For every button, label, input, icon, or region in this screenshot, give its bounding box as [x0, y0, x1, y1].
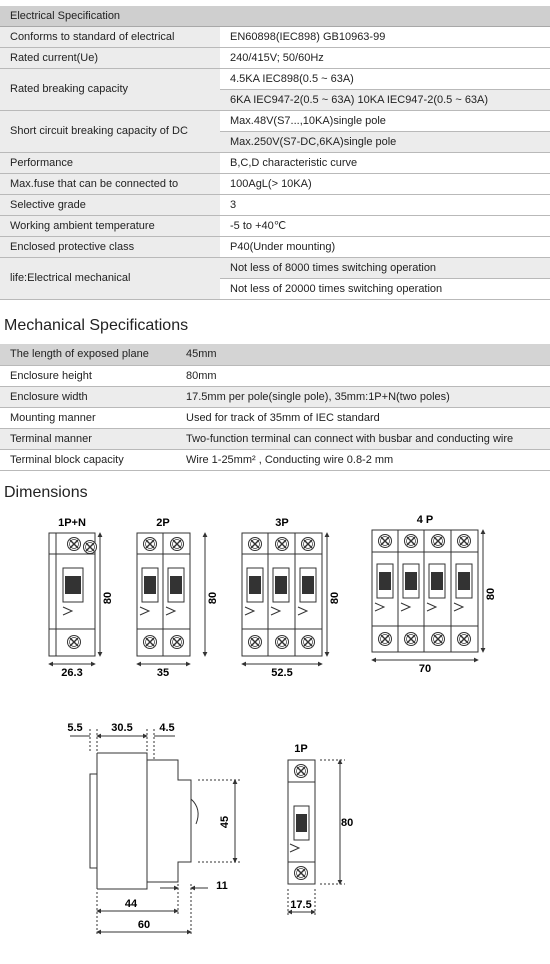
mechanical-spec-table — [0, 344, 550, 471]
spec-value: Not less of 8000 times switching operation — [220, 257, 550, 278]
spec-value: B,C,D characteristic curve — [220, 152, 550, 173]
spec-label: Selective grade — [0, 194, 220, 215]
mech-label: Enclosure height — [0, 365, 176, 386]
mech-value: 45mm — [176, 344, 550, 365]
side-dim-top-mid: 30.5 — [111, 722, 133, 734]
spec-label: Max.fuse that can be connected to — [0, 173, 220, 194]
spec-label: life:Electrical mechanical — [0, 257, 220, 299]
height-1p-n: 80 — [102, 591, 114, 605]
breaker-1p-n-front-view — [49, 517, 114, 679]
height-4p: 80 — [485, 587, 497, 601]
spec-label: Rated breaking capacity — [0, 68, 220, 110]
side-dim-top-right: 4.5 — [159, 722, 175, 734]
spec-value: 240/415V; 50/60Hz — [220, 47, 550, 68]
electrical-spec-table — [0, 6, 550, 300]
spec-value: 3 — [220, 194, 550, 215]
mech-value: 80mm — [176, 365, 550, 386]
spec-label: Working ambient temperature — [0, 215, 220, 236]
breaker-3p-front-view — [242, 517, 341, 679]
height-2p: 80 — [207, 591, 219, 605]
spec-value: 6KA IEC947-2(0.5 ~ 63A) 10KA IEC947-2(0.5 ~ 63A) — [220, 89, 550, 110]
mech-value: 17.5mm per pole(single pole), 35mm:1P+N(two poles) — [176, 386, 550, 407]
height-1p: 80 — [341, 817, 354, 829]
mech-value: Used for track of 35mm of IEC standard — [176, 407, 550, 428]
spec-label: Enclosed protective class — [0, 236, 220, 257]
dimensions-title: Dimensions — [4, 484, 88, 501]
width-1p-n: 26.3 — [61, 667, 83, 679]
spec-value: Max.250V(S7-DC,6KA)single pole — [220, 131, 550, 152]
mech-label: Enclosure width — [0, 386, 176, 407]
mech-label: Terminal manner — [0, 428, 176, 449]
electrical-spec-header: Electrical Specification — [0, 6, 550, 26]
label-2p: 2P — [156, 517, 170, 529]
side-dim-height: 45 — [219, 815, 231, 829]
breaker-2p-front-view — [137, 517, 219, 679]
label-3p: 3P — [275, 517, 289, 529]
side-dim-top-left: 5.5 — [67, 722, 83, 734]
side-dim-depth1: 44 — [124, 898, 138, 910]
height-3p: 80 — [329, 591, 341, 605]
breaker-1p-front-view — [288, 743, 353, 916]
mech-label: Mounting manner — [0, 407, 176, 428]
width-4p: 70 — [418, 663, 432, 675]
spec-value: -5 to +40℃ — [220, 215, 550, 236]
mech-label: Terminal block capacity — [0, 449, 176, 470]
side-dim-offset: 11 — [216, 880, 228, 892]
mech-value: Two-function terminal can connect with busbar and conducting wire — [176, 428, 550, 449]
width-1p: 17.5 — [290, 899, 312, 911]
spec-value: P40(Under mounting) — [220, 236, 550, 257]
breaker-4p-front-view — [372, 514, 497, 675]
label-1p-n: 1P+N — [58, 517, 86, 529]
spec-label: Conforms to standard of electrical — [0, 26, 220, 47]
spec-label: Short circuit breaking capacity of DC — [0, 110, 220, 152]
label-1p: 1P — [294, 743, 308, 755]
mech-value: Wire 1-25mm² , Conducting wire 0.8-2 mm — [176, 449, 550, 470]
mechanical-title: Mechanical Specifications — [4, 317, 189, 334]
spec-value: 100AgL(> 10KA) — [220, 173, 550, 194]
mech-label: The length of exposed plane — [0, 344, 176, 365]
width-3p: 52.5 — [271, 667, 293, 679]
spec-value: Max.48V(S7...,10KA)single pole — [220, 110, 550, 131]
spec-label: Rated current(Ue) — [0, 47, 220, 68]
spec-value: EN60898(IEC898) GB10963-99 — [220, 26, 550, 47]
label-4p: 4 P — [416, 514, 434, 526]
dimension-drawings — [0, 504, 550, 964]
spec-label: Performance — [0, 152, 220, 173]
spec-value: 4.5KA IEC898(0.5 ~ 63A) — [220, 68, 550, 89]
breaker-side-view — [67, 722, 240, 936]
width-2p: 35 — [156, 667, 170, 679]
side-dim-depth2: 60 — [137, 919, 151, 931]
spec-value: Not less of 20000 times switching operation — [220, 278, 550, 299]
